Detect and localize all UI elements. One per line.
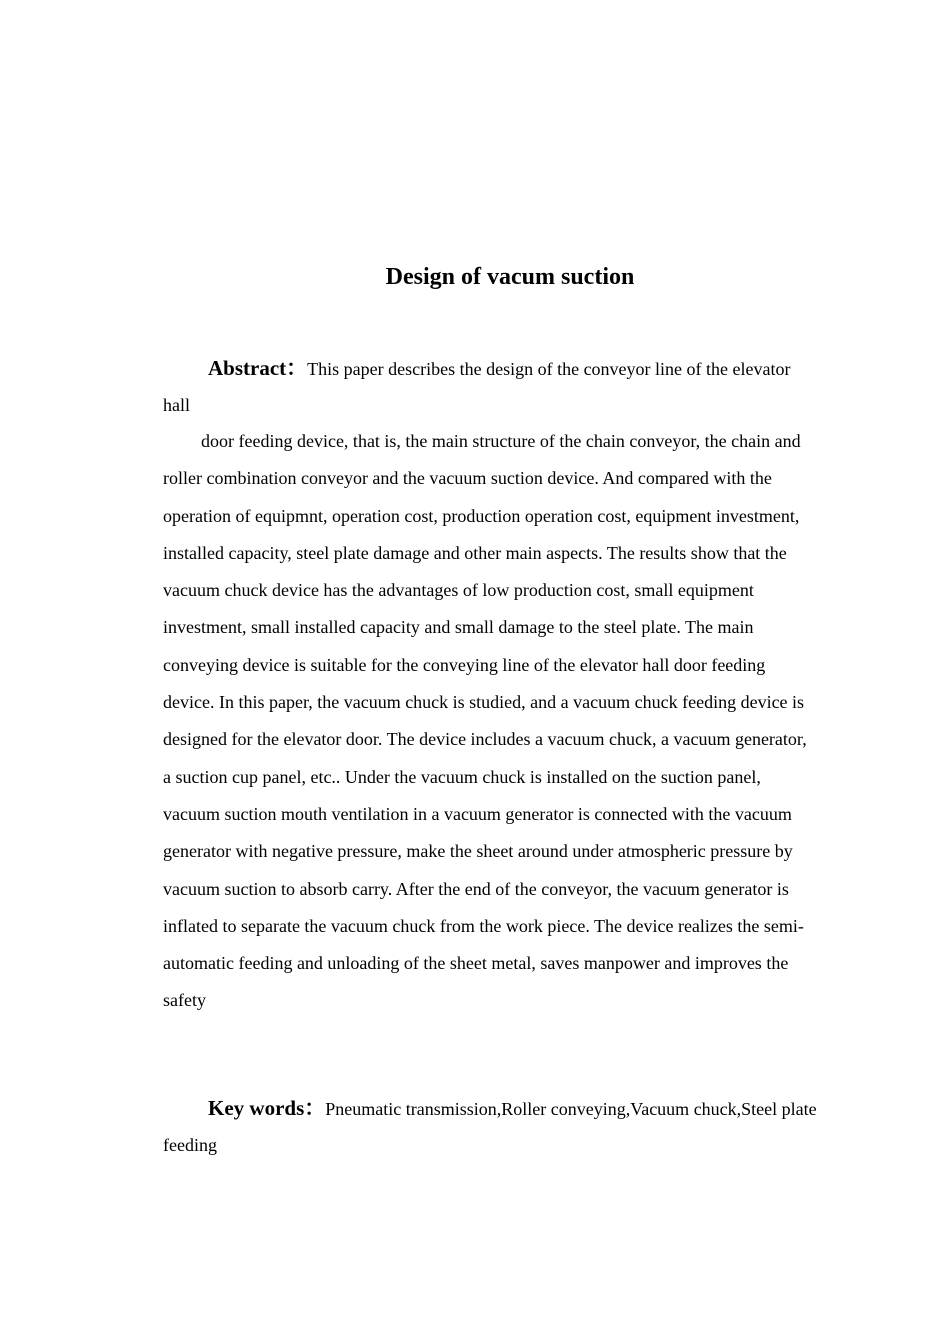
keywords-text: Pneumatic transmission,Roller conveying,Vacuum chuck,Steel plate feeding <box>163 1099 817 1155</box>
abstract-first-line: This paper describes the design of the conveyor line of the elevator hall <box>163 359 791 415</box>
abstract-body-rest: chain and roller combination conveyor and the vacuum suction device. And compared with the operation of equipmnt, operation cost, production operation cost, equipment investment, installed capacity, steel plate damage and other main aspects. The results show that the vacuum chuck device has the advantages of low production cost, small equipment investment, small installed capacity and small damage to the steel plate. The main conveying device is suitable for the conveying line of the elevator hall door feeding device. In this paper, the vacuum chuck is studied, and a vacuum chuck feeding device is designed for the elevator door. The device includes a vacuum chuck, a vacuum generator, a suction cup panel, etc.. Under the vacuum chuck is installed on the suction panel, vacuum suction mouth ventilation in a vacuum generator is connected with the vacuum generator with negative pressure, make the sheet around under atmospheric pressure by vacuum suction to absorb carry. After the end of the conveyor, the vacuum generator is inflated to separate the vacuum chuck from the work piece. The device realizes the semi-automatic feeding and unloading of the sheet metal, saves manpower and improves the safety <box>163 431 807 1011</box>
keywords-section <box>163 1090 823 1163</box>
keywords-label: Key words： <box>208 1096 326 1120</box>
abstract-first-paragraph <box>163 350 813 423</box>
abstract-section <box>163 350 813 1020</box>
page-title: Design of vacum suction <box>385 264 635 290</box>
abstract-label: Abstract： <box>208 356 308 380</box>
abstract-body-lead: door feeding device, that is, the main structure of the chain conveyor, the <box>201 431 727 451</box>
abstract-body <box>163 423 813 1020</box>
